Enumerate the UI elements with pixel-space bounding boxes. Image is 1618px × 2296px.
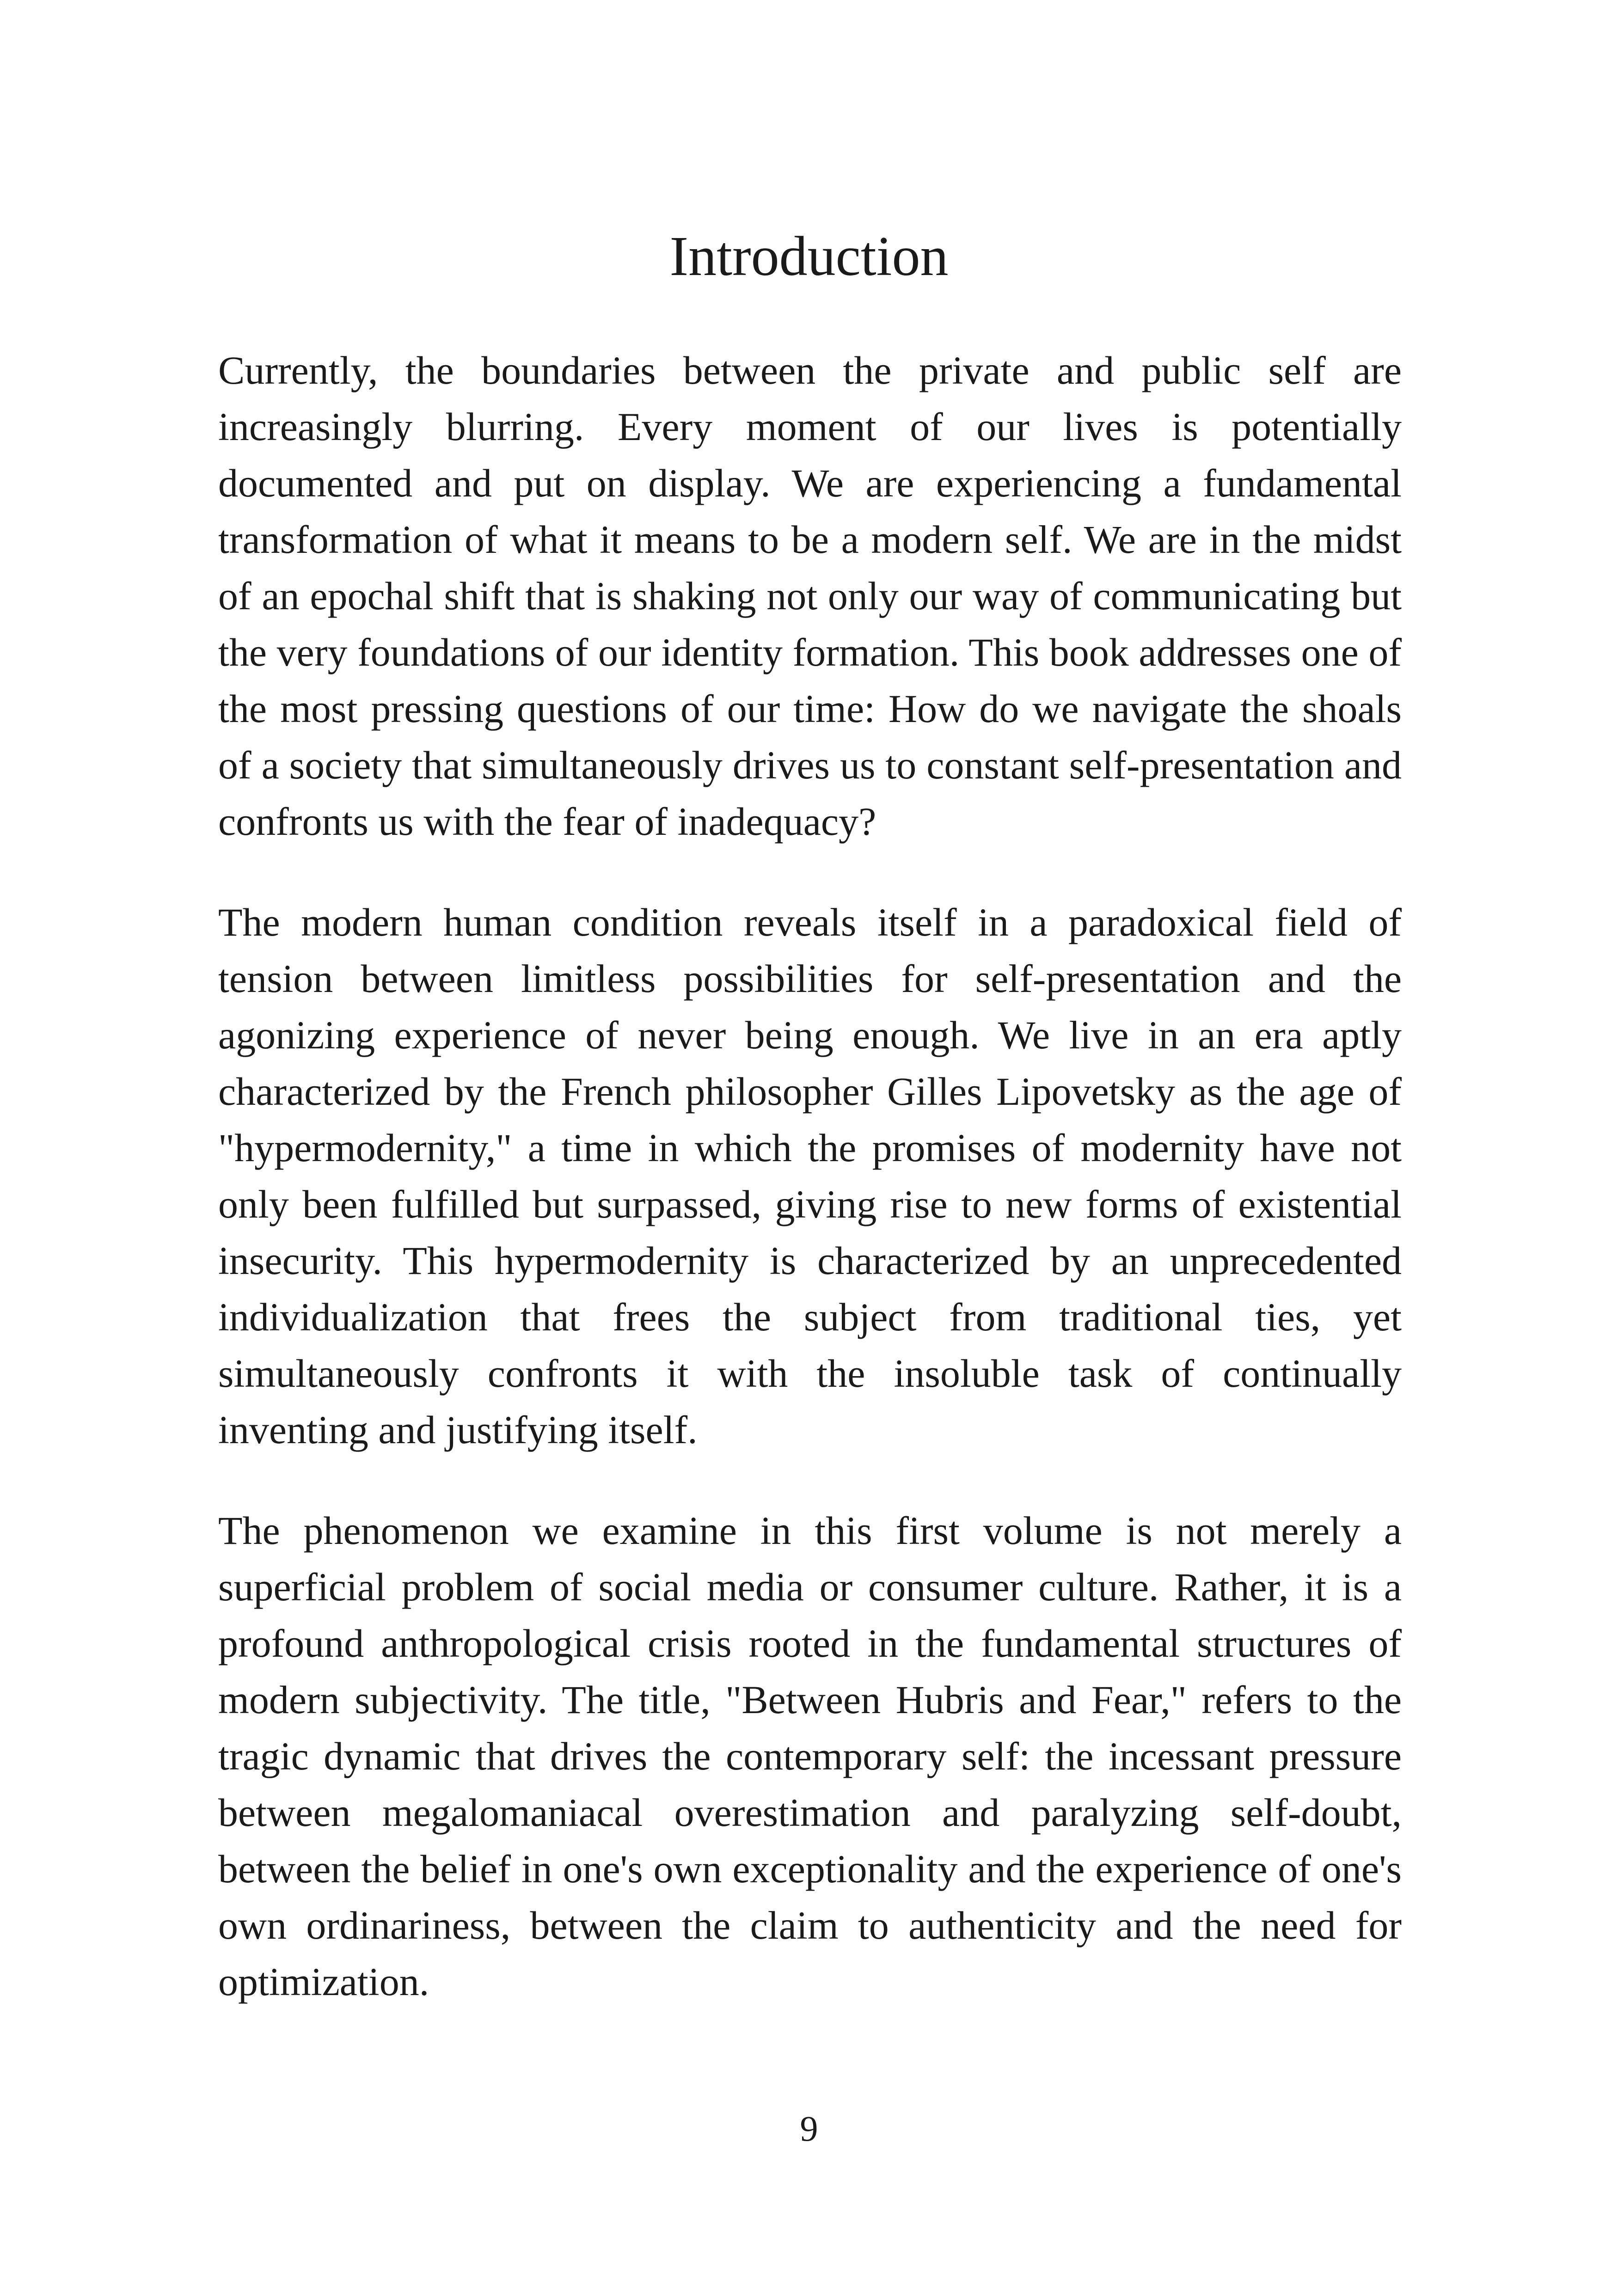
paragraph-2: The modern human condition reveals itself in a paradoxical field of tension between limitless possibilities for self-presentation and the agonizing experience of never being enough. We live in an era aptly characterized by the French philosopher Gilles Lipovetsky as the age of "hypermodernity," a time in which the promises of modernity have not only been fulfilled but surpassed, giving rise to new forms of existential insecurity. This hypermodernity is characterized by an unprecedented individualization that frees the subject from traditional ties, yet simultaneously confronts it with the insoluble task of continually inventing and justifying itself. (218, 900, 1402, 1452)
paragraph-3: The phenomenon we examine in this first volume is not merely a superficial problem of social media or consumer culture. Rather, it is a profound anthropological crisis rooted in the fundamental structures of modern subjectivity. The title, "Between Hubris and Fear," refers to the tragic dynamic that drives the contemporary self: the incessant pressure between megalomaniacal overestimation and paralyzing self-doubt, between the belief in one's own exceptionality and the experience of one's own ordinariness, between the claim to authenticity and the need for optimization. (218, 1508, 1402, 2004)
chapter-title: Introduction (669, 225, 949, 288)
body-text (218, 342, 1402, 2054)
page-number: 9 (800, 2108, 818, 2149)
paragraph-1: Currently, the boundaries between the private and public self are increasingly blurring. Every moment of our lives is potentially documented and put on display. We are experiencing a fundamental transformation of what it means to be a modern self. We are in the midst of an epochal shift that is shaking not only our way of communicating but the very foundations of our identity formation. This book addresses one of the most pressing questions of our time: How do we navigate the shoals of a society that simultaneously drives us to constant self-presentation and confronts us with the fear of inadequacy? (218, 348, 1402, 844)
